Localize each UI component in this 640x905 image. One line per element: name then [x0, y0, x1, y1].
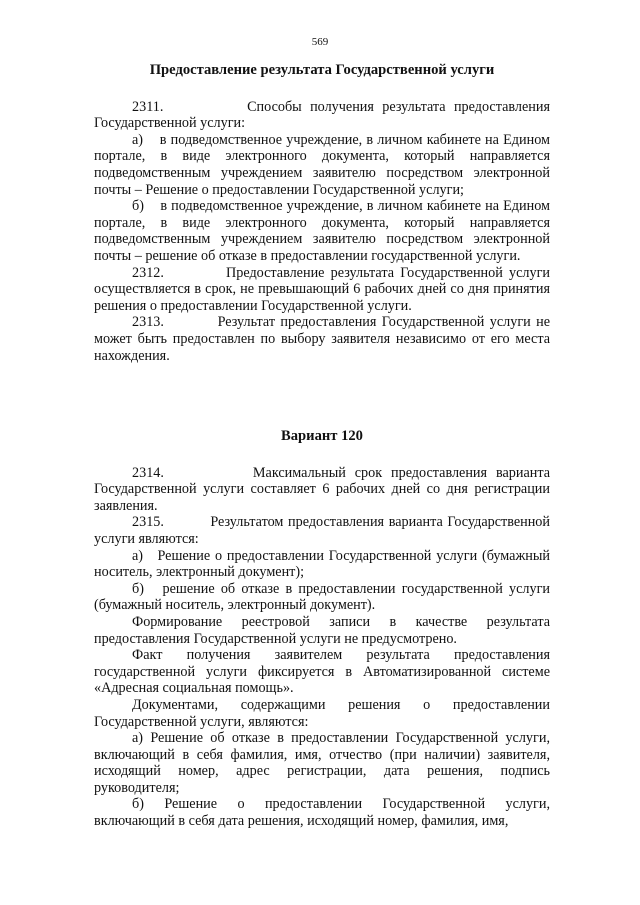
paragraph-2313: 2313. Результат предоставления Государственной услуги не может быть предоставлен по выбору заявителя независимо от его места нахождения.	[94, 314, 554, 364]
paragraph-2311-a: а) в подведомственное учреждение, в личном кабинете на Едином портале, в виде электронного документа, который направляется подведомственным учреждением заявителю посредством электронной почты – Решение о предоставлении Государственной услуги;	[94, 131, 554, 198]
section-heading: Предоставление результата Государственной услуги	[149, 62, 495, 78]
paragraph-2315-a: а) Решение о предоставлении Государственной услуги (бумажный носитель, электронный документ);	[94, 547, 554, 581]
paragraph-documents-b: б) Решение о предоставлении Государственной услуги, включающий в себя дата решения, исходящий номер, фамилия, имя,	[94, 796, 554, 830]
paragraph-2311: 2311. Способы получения результата предоставления Государственной услуги:	[94, 98, 554, 132]
paragraph-2315: 2315. Результатом предоставления варианта Государственной услуги являются:	[94, 514, 554, 547]
paragraph-2311-b: б) в подведомственное учреждение, в личном кабинете на Едином портале, в виде электронного документа, который направляется подведомственным учреждением заявителю посредством электронной почты – решение об отказе в предоставлении государственной услуги.	[94, 198, 554, 264]
paragraph-documents-a: а) Решение об отказе в предоставлении Государственной услуги, включающий в себя фамилия, имя, отчество (при наличии) заявителя, исходящий номер, адрес регистрации, дата решения, подпись руководителя;	[94, 730, 554, 796]
paragraph-2314: 2314. Максимальный срок предоставления варианта Государственной услуги составляет 6 рабочих дней со дня регистрации заявления.	[94, 464, 554, 514]
paragraph-documents: Документами, содержащими решения о предоставлении Государственной услуги, являются:	[94, 696, 554, 730]
paragraph-2315-b: б) решение об отказе в предоставлении государственной услуги (бумажный носитель, электронный документ).	[94, 580, 554, 614]
page-number: 569	[311, 36, 329, 48]
paragraph-2312: 2312. Предоставление результата Государственной услуги осуществляется в срок, не превышающий 6 рабочих дней со дня принятия решения о предоставлении Государственной услуги.	[94, 264, 554, 314]
variant-heading: Вариант 120	[281, 428, 363, 444]
paragraph-fact: Факт получения заявителем результата предоставления государственной услуги фиксируется в Автоматизированной системе «Адресная социальная помощь».	[94, 647, 554, 697]
section-variant	[94, 428, 554, 830]
paragraph-registry: Формирование реестровой записи в качестве результата предоставления Государственной услуги не предусмотрено.	[94, 613, 554, 647]
section-result-provision	[94, 62, 554, 364]
